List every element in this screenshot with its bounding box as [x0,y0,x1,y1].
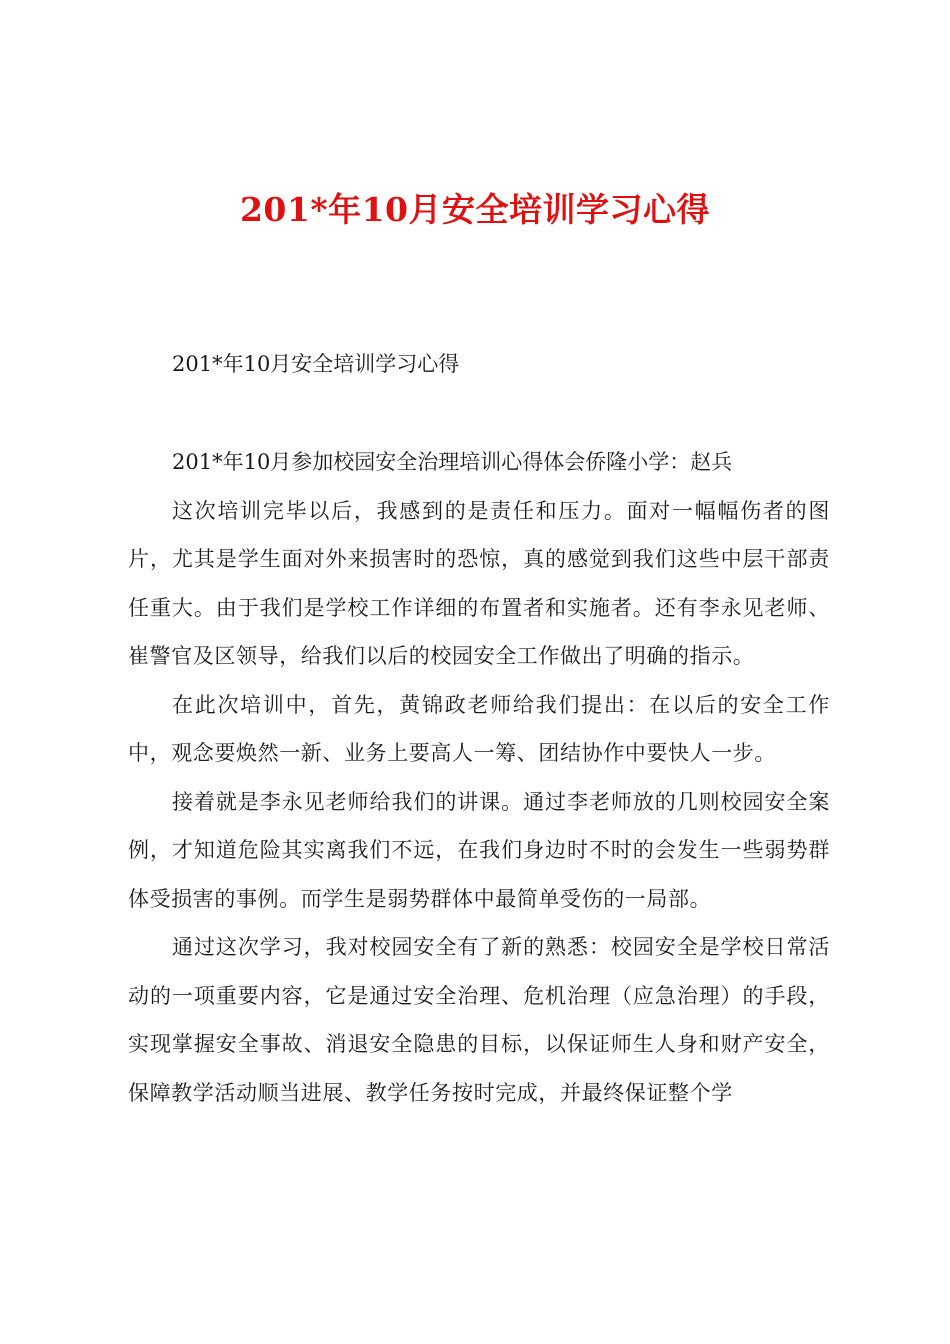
document-subtitle: 201*年10月安全培训学习心得 [172,352,460,376]
paragraph: 通过这次学习，我对校园安全有了新的熟悉：校园安全是学校日常活动的一项重要内容，它是通过安全治理、危机治理（应急治理）的手段，实现掌握安全事故、消退安全隐患的目标，以保证师生人身和财产安全，保障教学活动顺当进展、教学任务按时完成，并最终保证整个学 [128,935,830,1105]
document-body [128,340,830,1117]
paragraph: 这次培训完毕以后，我感到的是责任和压力。面对一幅幅伤者的图片，尤其是学生面对外来损害时的恐惊，真的感觉到我们这些中层干部责任重大。由于我们是学校工作详细的布置者和实施者。还有李永见老师、崔警官及区领导，给我们以后的校园安全工作做出了明确的指示。 [128,498,830,668]
paragraph: 在此次培训中，首先，黄锦政老师给我们提出：在以后的安全工作中，观念要焕然一新、业务上要高人一筹、团结协作中要快人一步。 [128,692,830,765]
document-title: 201*年10月安全培训学习心得 [239,190,711,229]
paragraph: 接着就是李永见老师给我们的讲课。通过李老师放的几则校园安全案例，才知道危险其实离我们不远，在我们身边时不时的会发生一些弱势群体受损害的事例。而学生是弱势群体中最简单受伤的一局部。 [128,789,830,911]
paragraph-header-line: 201*年10月参加校园安全治理培训心得体会侨隆小学：赵兵 [172,450,733,474]
